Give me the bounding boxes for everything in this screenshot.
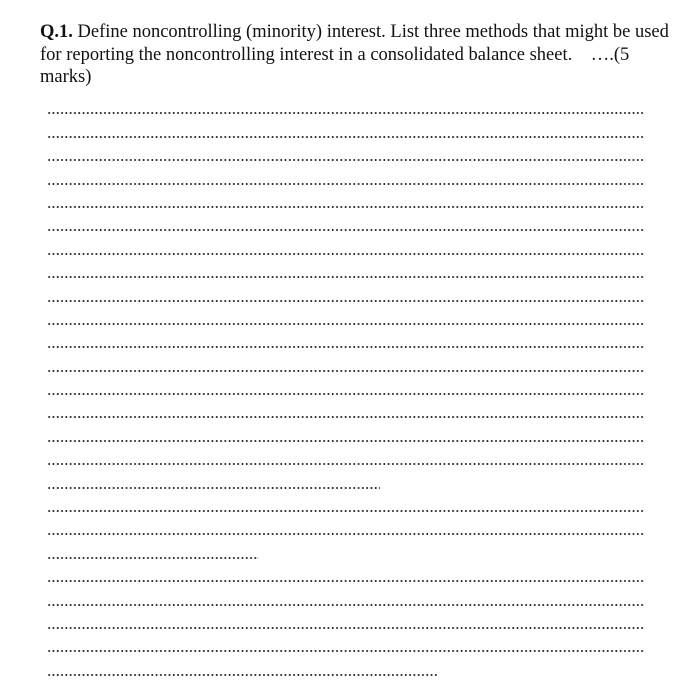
answer-line bbox=[47, 449, 647, 472]
answer-line bbox=[47, 519, 647, 542]
question-body: Define noncontrolling (minority) interest. List three methods that might be used for reporting the noncontrolling interest in a consolidated balance sheet. bbox=[40, 22, 669, 65]
answer-line bbox=[47, 192, 647, 215]
answer-line bbox=[47, 379, 647, 402]
answer-line bbox=[47, 98, 647, 121]
question-marks: ….(5 marks) bbox=[40, 44, 630, 87]
question-text bbox=[40, 21, 670, 89]
answer-line bbox=[47, 121, 647, 144]
answer-line bbox=[47, 168, 647, 191]
answer-line bbox=[47, 145, 647, 168]
answer-line bbox=[47, 659, 647, 682]
answer-line bbox=[47, 238, 647, 261]
answer-line bbox=[47, 262, 647, 285]
answer-line bbox=[47, 472, 647, 495]
answer-line bbox=[47, 285, 647, 308]
answer-line bbox=[47, 332, 647, 355]
answer-line bbox=[47, 589, 647, 612]
answer-line bbox=[47, 309, 647, 332]
answer-line bbox=[47, 613, 647, 636]
question-number: Q.1. bbox=[40, 22, 73, 42]
answer-line bbox=[47, 215, 647, 238]
answer-line bbox=[47, 566, 647, 589]
answer-line bbox=[47, 542, 647, 565]
answer-line bbox=[47, 636, 647, 659]
answer-line bbox=[47, 425, 647, 448]
answer-line bbox=[47, 496, 647, 519]
answer-line bbox=[47, 402, 647, 425]
answer-line bbox=[47, 355, 647, 378]
answer-lines bbox=[47, 98, 647, 683]
